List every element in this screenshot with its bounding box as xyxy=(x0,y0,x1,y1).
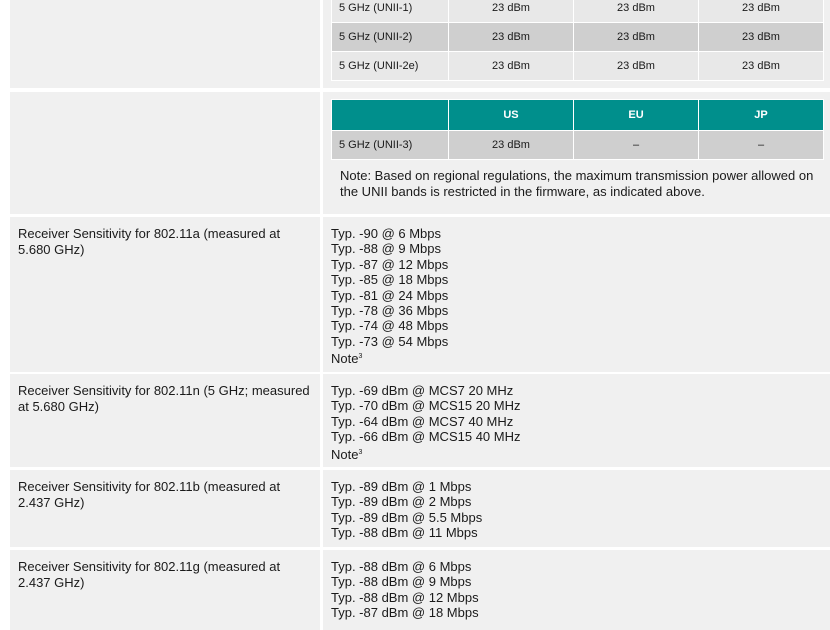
spec-line: Typ. -78 @ 36 Mbps xyxy=(331,303,449,319)
spec-values xyxy=(331,383,520,462)
spec-row-80211n xyxy=(10,374,830,467)
spec-values xyxy=(331,479,482,541)
spec-line: Typ. -74 @ 48 Mbps xyxy=(331,318,449,334)
table-row xyxy=(332,131,824,160)
spec-value-cell xyxy=(323,217,830,372)
unii3-value-cell xyxy=(323,92,830,214)
note-text: Note xyxy=(331,351,359,367)
note-text: Note xyxy=(331,446,359,462)
spec-values xyxy=(331,226,448,367)
spec-line: Typ. -87 dBm @ 18 Mbps xyxy=(331,605,479,621)
tx-power-row xyxy=(10,0,830,88)
spec-label-cell xyxy=(10,550,320,630)
spec-line: Typ. -88 dBm @ 12 Mbps xyxy=(331,589,479,605)
unii3-row xyxy=(10,92,830,214)
spec-label: Receiver Sensitivity for 802.11a (measured at 5.680 GHz) xyxy=(18,226,281,257)
band-cell: 5 GHz (UNII-3) xyxy=(332,131,449,160)
header-us: US xyxy=(449,100,574,131)
header-jp: JP xyxy=(699,100,824,131)
spec-row-80211a xyxy=(10,217,830,372)
spec-label: Receiver Sensitivity for 802.11b (measured at 2.437 GHz) xyxy=(18,479,281,510)
eu-value: 23 dBm xyxy=(574,0,699,23)
tx-power-value-cell xyxy=(323,0,830,88)
regulation-note: Note: Based on regional regulations, the maximum transmission power allowed on the UNII bands is restricted in the firmware, as indicated above. xyxy=(340,168,814,199)
us-value: 23 dBm xyxy=(449,23,574,52)
spec-line: Typ. -88 @ 9 Mbps xyxy=(331,241,442,257)
header-eu: EU xyxy=(574,100,699,131)
spec-label-cell xyxy=(10,374,320,467)
jp-value: 23 dBm xyxy=(699,23,824,52)
footnote-ref: 3 xyxy=(358,353,363,361)
us-value: 23 dBm xyxy=(449,0,574,23)
us-value: 23 dBm xyxy=(449,131,574,160)
spec-value-cell xyxy=(323,550,830,630)
spec-line: Typ. -90 @ 6 Mbps xyxy=(331,226,442,241)
spec-line: Typ. -88 dBm @ 9 Mbps xyxy=(331,574,472,590)
footnote-ref: 3 xyxy=(358,448,363,456)
spec-label: Receiver Sensitivity for 802.11n (5 GHz; measured at 5.680 GHz) xyxy=(18,383,310,414)
spec-line: Typ. -89 dBm @ 2 Mbps xyxy=(331,494,472,510)
spec-line: Typ. -88 dBm @ 6 Mbps xyxy=(331,559,472,574)
spec-line: Typ. -89 dBm @ 1 Mbps xyxy=(331,479,472,494)
eu-value: – xyxy=(574,131,699,160)
spec-line: Typ. -89 dBm @ 5.5 Mbps xyxy=(331,509,483,525)
band-cell: 5 GHz (UNII-1) xyxy=(332,0,449,23)
spec-value-cell xyxy=(323,470,830,547)
eu-value: 23 dBm xyxy=(574,52,699,81)
spec-label-cell xyxy=(10,217,320,372)
tx-power-label-cell xyxy=(10,0,320,88)
tx-power-table xyxy=(331,0,824,81)
spec-line: Typ. -70 dBm @ MCS15 20 MHz xyxy=(331,398,521,414)
unii3-label-cell xyxy=(10,92,320,214)
spec-note xyxy=(331,349,448,366)
us-value: 23 dBm xyxy=(449,52,574,81)
spec-line: Typ. -69 dBm @ MCS7 20 MHz xyxy=(331,383,514,398)
spec-line: Typ. -85 @ 18 Mbps xyxy=(331,272,449,288)
spec-row-80211g xyxy=(10,550,830,630)
band-cell: 5 GHz (UNII-2e) xyxy=(332,52,449,81)
jp-value: 23 dBm xyxy=(699,52,824,81)
spec-line: Typ. -73 @ 54 Mbps xyxy=(331,333,449,349)
spec-line: Typ. -87 @ 12 Mbps xyxy=(331,256,449,272)
table-row xyxy=(332,23,824,52)
band-cell: 5 GHz (UNII-2) xyxy=(332,23,449,52)
spec-value-cell xyxy=(323,374,830,467)
spec-line: Typ. -64 dBm @ MCS7 40 MHz xyxy=(331,413,514,429)
header-blank xyxy=(332,100,449,131)
spec-label: Receiver Sensitivity for 802.11g (measured at 2.437 GHz) xyxy=(18,559,281,590)
spec-note xyxy=(331,445,520,462)
table-header-row xyxy=(332,100,824,131)
spec-line: Typ. -66 dBm @ MCS15 40 MHz xyxy=(331,429,521,445)
jp-value: – xyxy=(699,131,824,160)
table-row xyxy=(332,52,824,81)
eu-value: 23 dBm xyxy=(574,23,699,52)
spec-values xyxy=(331,559,479,621)
spec-line: Typ. -88 dBm @ 11 Mbps xyxy=(331,525,478,541)
unii3-table xyxy=(331,99,824,160)
spec-label-cell xyxy=(10,470,320,547)
spec-line: Typ. -81 @ 24 Mbps xyxy=(331,287,449,303)
jp-value: 23 dBm xyxy=(699,0,824,23)
spec-row-80211b xyxy=(10,470,830,547)
table-row xyxy=(332,0,824,23)
